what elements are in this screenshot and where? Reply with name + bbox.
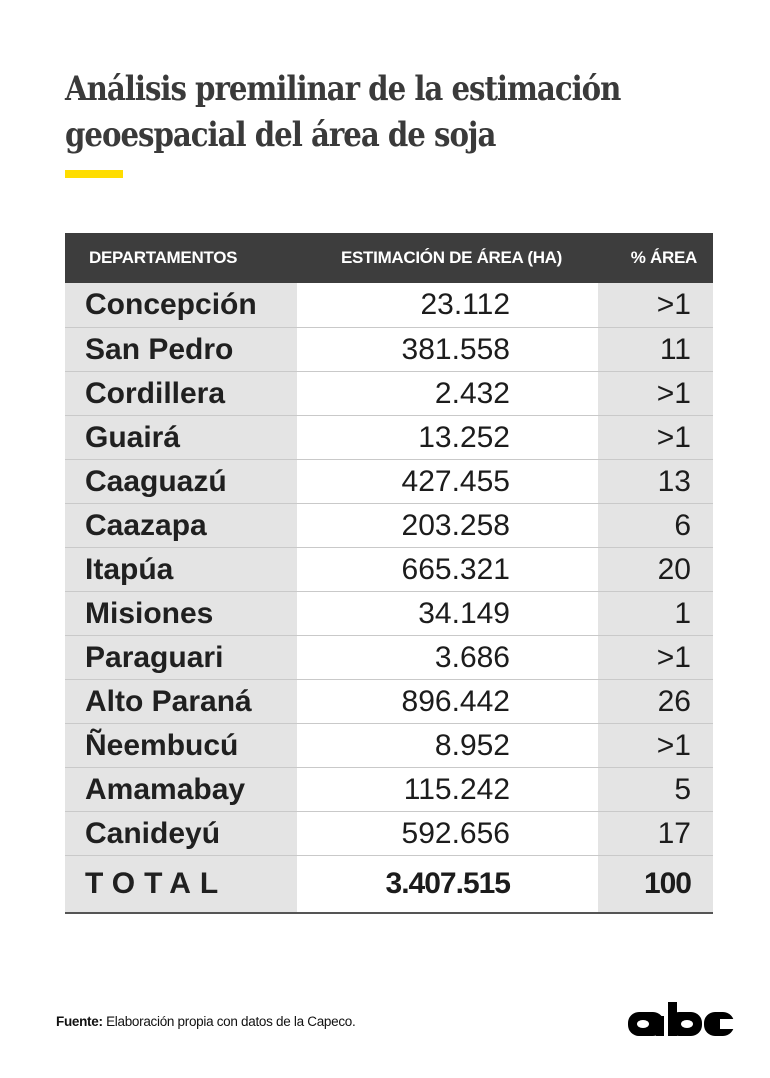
table-row <box>65 635 713 679</box>
total-label: TOTAL <box>65 856 297 912</box>
cell-area: 896.442 <box>297 680 598 723</box>
abc-logo-icon <box>628 1002 734 1038</box>
header-pct-area: % ÁREA <box>630 248 697 267</box>
table-row <box>65 415 713 459</box>
cell-departamento: Caazapa <box>65 504 297 547</box>
cell-pct: 5 <box>598 768 713 811</box>
source-text: Elaboración propia con datos de la Capeco. <box>102 1014 356 1029</box>
cell-area: 34.149 <box>297 592 598 635</box>
cell-pct: 11 <box>598 328 713 371</box>
cell-departamento: Itapúa <box>65 548 297 591</box>
cell-departamento: Cordillera <box>65 372 297 415</box>
cell-departamento: Caaguazú <box>65 460 297 503</box>
cell-area: 2.432 <box>297 372 598 415</box>
cell-departamento: Guairá <box>65 416 297 459</box>
cell-pct: 26 <box>598 680 713 723</box>
source-label: Fuente: <box>56 1014 103 1029</box>
cell-pct: >1 <box>598 416 713 459</box>
table-total-row <box>65 855 713 914</box>
cell-departamento: Concepción <box>65 283 297 327</box>
table-header <box>65 233 713 283</box>
cell-area: 427.455 <box>297 460 598 503</box>
cell-area: 13.252 <box>297 416 598 459</box>
table-row <box>65 503 713 547</box>
cell-departamento: Canideyú <box>65 812 297 855</box>
accent-bar <box>65 170 123 178</box>
cell-area: 665.321 <box>297 548 598 591</box>
table-row <box>65 371 713 415</box>
header-estimacion-area: ESTIMACIÓN DE ÁREA (HA) <box>340 248 563 267</box>
table-row <box>65 283 713 327</box>
page-title <box>65 66 633 158</box>
table-row <box>65 547 713 591</box>
table-body <box>65 283 713 914</box>
source-note <box>56 1014 355 1029</box>
table-row <box>65 723 713 767</box>
cell-pct: 1 <box>598 592 713 635</box>
cell-area: 8.952 <box>297 724 598 767</box>
cell-departamento: Misiones <box>65 592 297 635</box>
soy-area-table <box>65 233 713 914</box>
cell-departamento: Paraguari <box>65 636 297 679</box>
cell-pct: 20 <box>598 548 713 591</box>
header-departamentos: DEPARTAMENTOS <box>89 248 238 267</box>
cell-departamento: Amamabay <box>65 768 297 811</box>
cell-pct: >1 <box>598 283 713 327</box>
cell-area: 381.558 <box>297 328 598 371</box>
total-area: 3.407.515 <box>297 856 598 912</box>
cell-pct: 6 <box>598 504 713 547</box>
table-row <box>65 459 713 503</box>
cell-pct: 13 <box>598 460 713 503</box>
cell-departamento: San Pedro <box>65 328 297 371</box>
table-row <box>65 767 713 811</box>
cell-departamento: Ñeembucú <box>65 724 297 767</box>
table-row <box>65 679 713 723</box>
cell-area: 23.112 <box>297 283 598 327</box>
total-pct: 100 <box>598 856 713 912</box>
cell-pct: >1 <box>598 372 713 415</box>
cell-departamento: Alto Paraná <box>65 680 297 723</box>
cell-area: 115.242 <box>297 768 598 811</box>
cell-pct: >1 <box>598 636 713 679</box>
table-row <box>65 811 713 855</box>
cell-area: 203.258 <box>297 504 598 547</box>
title-line-2: geoespacial del área de soja <box>65 115 496 155</box>
cell-pct: >1 <box>598 724 713 767</box>
title-line-1: Análisis premilinar de la estimación <box>65 69 621 109</box>
cell-pct: 17 <box>598 812 713 855</box>
cell-area: 592.656 <box>297 812 598 855</box>
cell-area: 3.686 <box>297 636 598 679</box>
table-row <box>65 591 713 635</box>
table-row <box>65 327 713 371</box>
